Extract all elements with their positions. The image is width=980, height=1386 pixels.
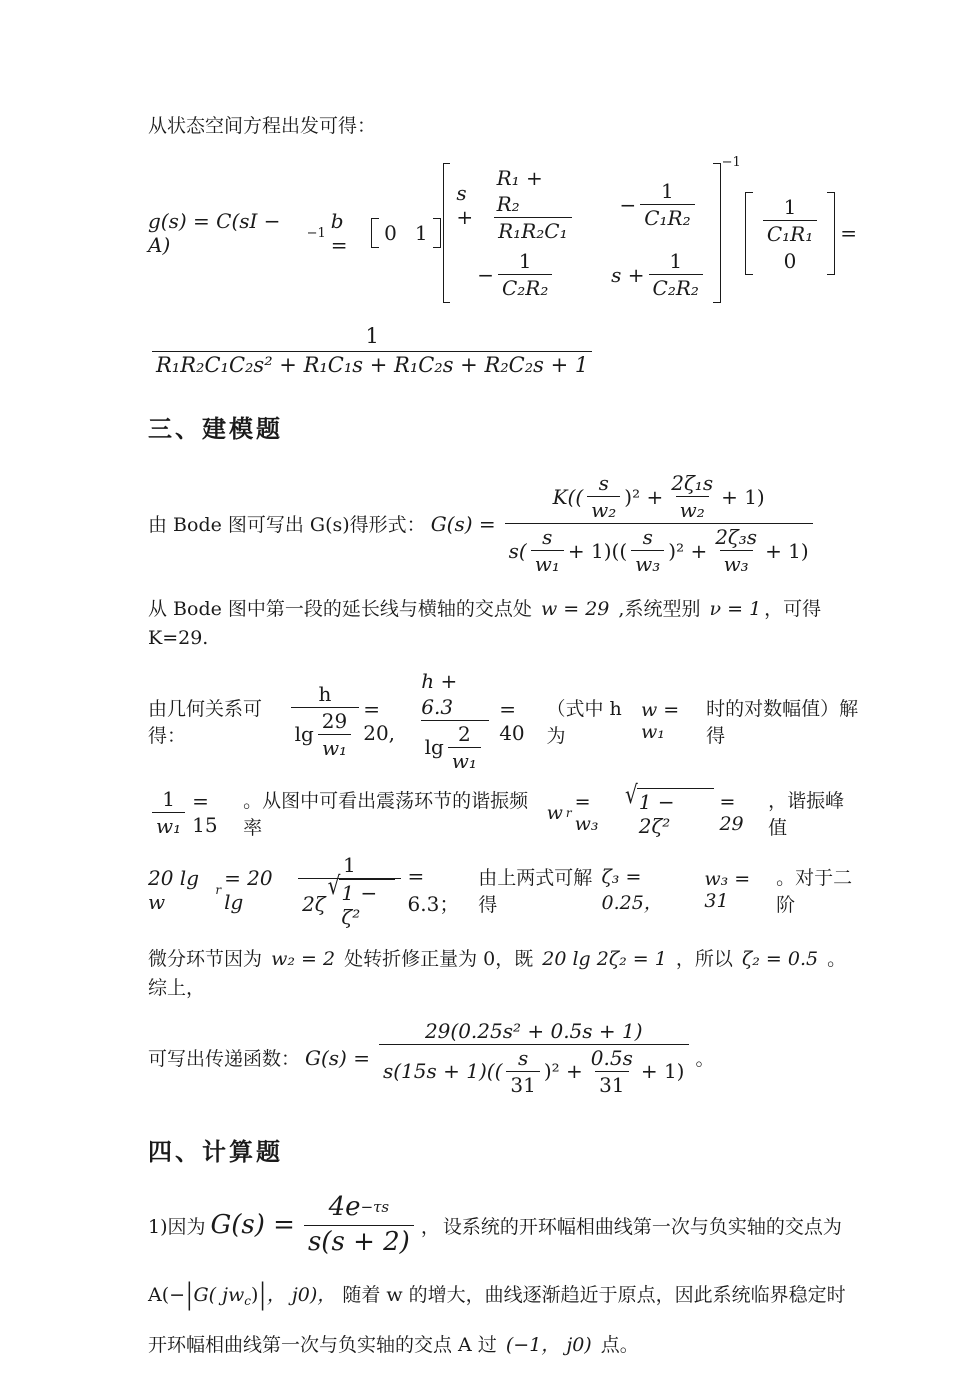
fraction-numerator: 1 (342, 852, 356, 877)
final-transfer-function (148, 1018, 862, 1098)
text-run: 。从图中可看出震荡环节的谐振频率 (243, 789, 529, 839)
resonant-peak-line (148, 852, 862, 929)
term: K(( (552, 484, 584, 509)
inverse-exponent: −1 (306, 225, 326, 241)
term: 4e (328, 1191, 361, 1222)
gs-label: G(s) = (210, 1210, 295, 1241)
equals-run: = 15 (192, 788, 218, 837)
math-run: ) (251, 1284, 259, 1307)
equals-run: = 20, (363, 696, 396, 745)
section-heading-calculation: 四、计算题 (148, 1137, 283, 1166)
term: w₁ (448, 747, 481, 774)
row-vector (371, 218, 440, 248)
term: s (517, 1045, 529, 1070)
fraction-denominator: C₂R₂ (649, 274, 703, 301)
math-run: w = 29 (540, 598, 610, 621)
equals-run: = 40 (499, 696, 525, 745)
term: w₁ (318, 734, 351, 761)
fraction-numerator: 1 (669, 249, 683, 274)
left-bracket (371, 218, 379, 248)
fraction-denominator (379, 1044, 689, 1098)
result-fraction (148, 323, 862, 379)
square-root (624, 779, 714, 838)
big-fraction (379, 1018, 689, 1098)
radicand: 1 − ζ² (339, 879, 394, 929)
radical-sign: √ (327, 870, 341, 901)
state-space-equation (148, 155, 862, 303)
math-run: = 29 (719, 790, 744, 835)
minus-sign: − (477, 262, 494, 287)
math-run: w (546, 801, 563, 824)
big-fraction (505, 470, 813, 577)
fraction (417, 668, 492, 774)
fraction-numerator: 1 (783, 194, 797, 219)
term: )² + (668, 538, 708, 563)
term: 31 (595, 1071, 628, 1098)
equation-lhs: g(s) = C(sI − A) (148, 209, 281, 258)
fraction-denominator: C₁R₁ (763, 220, 817, 247)
text-run: 。 (695, 1048, 715, 1071)
fraction-numerator (549, 470, 769, 523)
term: s (598, 471, 609, 496)
math-run: ， j0)， (266, 1284, 337, 1307)
math-run: A(− (148, 1284, 186, 1307)
term: s( (508, 538, 527, 563)
math-run: 20 lg 2ζ₂ = 1 (542, 947, 667, 970)
abs-bar: | (259, 1278, 266, 1312)
math-run: = w₃ (574, 790, 599, 835)
text-run: 。对于二阶 (776, 867, 853, 917)
lead-text: 由 Bode 图可写出 G(s)得形式： (148, 514, 426, 537)
text-run: ，可得 K=29. (148, 598, 822, 650)
fraction (291, 681, 360, 761)
matrix-inverse-exponent: −1 (721, 155, 741, 171)
math-run: ν = 1 (709, 598, 762, 621)
matrix-cell-11 (456, 165, 577, 244)
b-equals: b = (330, 209, 348, 258)
subscript: c (244, 1294, 251, 1309)
fraction-numerator: 29(0.25s² + 0.5s + 1) (424, 1018, 643, 1043)
math-run: (−1， j0) (505, 1333, 592, 1356)
fraction-numerator (325, 1191, 394, 1225)
text-run: ， (420, 1215, 440, 1238)
fraction-denominator (421, 720, 489, 774)
term: + 1) (721, 484, 765, 509)
input-vector (745, 192, 835, 275)
left-bracket (745, 192, 753, 275)
term: s(15s + 1)(( (382, 1059, 503, 1084)
term: 2ζ₁s (671, 471, 714, 496)
term: 2ζ₃s (715, 525, 758, 550)
math-run: ζ₃ = 0.25， (601, 865, 663, 914)
term: w₂ (676, 496, 709, 523)
exponent: −τs (360, 1197, 390, 1216)
fraction (304, 1191, 414, 1260)
vector-entry: 1 (414, 221, 428, 246)
vector-entry: 0 (384, 221, 397, 246)
fraction (152, 323, 592, 379)
right-bracket (713, 163, 721, 303)
gs-label: G(s) = (305, 1045, 370, 1070)
abs-bar: | (186, 1278, 193, 1312)
fraction-denominator (505, 523, 813, 577)
radical-sign: √ (624, 779, 638, 810)
fraction-denominator: R₁R₂C₁ (494, 217, 571, 244)
fraction-numerator: 1 (162, 787, 175, 812)
fraction-numerator: h + 6.3 (421, 668, 458, 719)
math-run: w₃ = 31 (704, 868, 751, 913)
fraction-denominator (298, 870, 400, 929)
fraction-numerator: 1 (365, 324, 379, 349)
term: + 1) (640, 1059, 685, 1084)
text-run: 由几何关系可得： (148, 697, 263, 747)
text-run: 1)因为 (148, 1215, 206, 1238)
crossing-point-paragraph (148, 1278, 862, 1312)
gs-form-equation (148, 470, 862, 577)
term: + 1)(( (567, 538, 628, 563)
left-bracket (443, 163, 451, 303)
calc-equation-line (148, 1191, 862, 1260)
lg-operator: lg (294, 722, 314, 747)
term: )² + (543, 1059, 583, 1084)
text-run: 可写出传递函数： (148, 1048, 301, 1071)
term: w₃ (631, 550, 664, 577)
term: s + (456, 180, 474, 229)
text-run: 微分环节因为 (148, 947, 263, 970)
math-run: ζ₂ = 0.5 (741, 947, 819, 970)
text-run: 随着 w 的增大，曲线逐渐趋近于原点，因此系统临界稳定时 (342, 1284, 846, 1307)
text-run: 处转折修正量为 0，既 (344, 947, 534, 970)
text-run: ，谐振峰值 (768, 789, 845, 839)
text-run: （式中 h 为 (546, 697, 622, 747)
math-run: = 20 lg (224, 866, 273, 915)
term: + 1) (765, 538, 809, 563)
term: s + (611, 262, 645, 287)
equals-sign: = (840, 221, 857, 246)
right-bracket (827, 192, 835, 275)
intro-paragraph: 从状态空间方程出发可得： (148, 115, 377, 137)
right-bracket (433, 218, 441, 248)
term: )² + (624, 484, 664, 509)
fraction-numerator: 1 (661, 179, 674, 204)
term: 2 (457, 721, 471, 746)
fraction-denominator: s(s + 2) (304, 1225, 414, 1260)
text-run: ，所以 (675, 947, 733, 970)
fraction-denominator: C₁R₂ (640, 204, 694, 231)
section-heading-modeling: 三、建模题 (148, 415, 283, 444)
math-run: w₂ = 2 (271, 947, 336, 970)
radicand: 1 − 2ζ² (637, 788, 715, 838)
text-run: 时的对数幅值）解得 (706, 697, 859, 747)
term: w₂ (587, 496, 620, 523)
matrix-cell-12 (619, 178, 698, 231)
fraction-denominator: C₂R₂ (498, 274, 552, 301)
lg-operator: lg (424, 735, 444, 760)
term: s (542, 525, 553, 550)
conclusion-paragraph (148, 1331, 862, 1360)
term: 31 (506, 1071, 539, 1098)
term: 2ζ (302, 891, 326, 916)
fraction-denominator (291, 707, 360, 761)
term: 29 (321, 708, 348, 733)
bode-crossing-paragraph (148, 595, 862, 654)
text-run: 。综上， (148, 947, 847, 1000)
fraction-denominator: R₁R₂C₁C₂s² + R₁C₁s + R₁C₂s + R₂C₂s + 1 (152, 351, 592, 379)
matrix-cell-22 (611, 248, 707, 301)
fraction (152, 786, 185, 839)
math-run: w = w₁ (640, 698, 680, 743)
system-matrix (443, 155, 741, 303)
subscript: r (565, 805, 572, 820)
text-run: 点。 (600, 1333, 639, 1356)
fraction-numerator: R₁ + R₂ (496, 166, 543, 217)
text-run: 开环幅相曲线第一次与负实轴的交点 A 过 (148, 1333, 497, 1356)
minus-sign: − (619, 192, 637, 217)
term: w₁ (531, 550, 564, 577)
text-run: 由上两式可解得 (478, 867, 593, 917)
fraction (763, 194, 817, 247)
vector-entry: 0 (783, 248, 797, 273)
fraction-numerator: 1 (518, 249, 532, 274)
text-run: ,系统型别 (612, 598, 701, 621)
math-run: 20 lg w (148, 866, 200, 915)
gs-label: G(s) = (430, 511, 496, 536)
term: w₃ (720, 550, 753, 577)
matrix-cell-21 (477, 248, 556, 301)
math-run: G( jw (193, 1284, 245, 1307)
term: s (642, 525, 653, 550)
w1-result-line (148, 779, 862, 840)
text-run: 从 Bode 图中第一段的延长线与横轴的交点处 (148, 598, 532, 621)
text-run: 设系统的开环幅相曲线第一次与负实轴的交点为 (442, 1215, 842, 1238)
derivative-element-paragraph (148, 945, 862, 1004)
fraction-numerator: h (318, 681, 332, 706)
subscript: r (215, 883, 222, 898)
fraction (298, 852, 400, 929)
equals-run: = 6.3； (407, 863, 460, 916)
term: 0.5s (590, 1045, 633, 1070)
fraction-denominator: w₁ (152, 812, 185, 839)
geometry-equation (148, 668, 862, 774)
